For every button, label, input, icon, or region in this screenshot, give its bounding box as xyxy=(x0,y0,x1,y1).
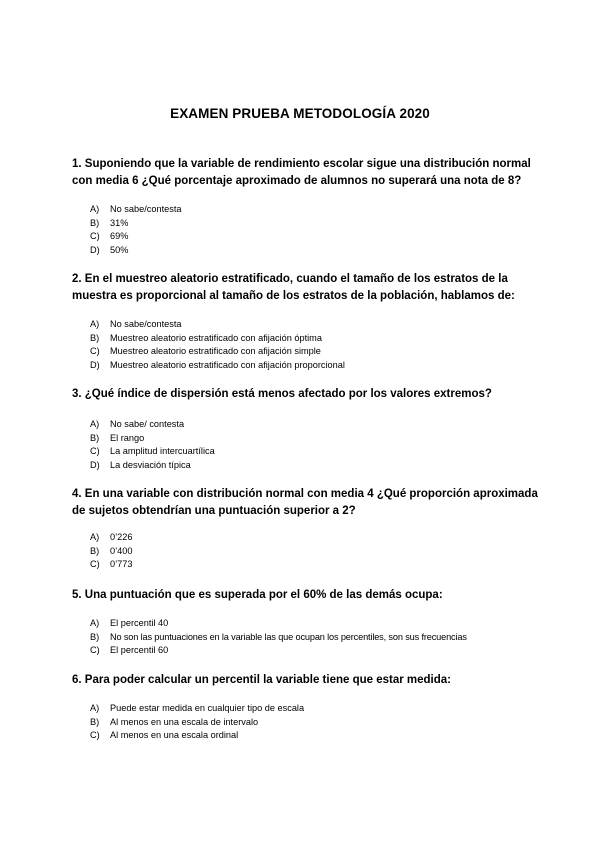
option-3a xyxy=(90,418,560,432)
question-2-text: 2. En el muestreo aleatorio estratificado, cuando el tamaño de los estratos de la muestra es proporcional al tamaño de los estratos de la población, hablamos de: xyxy=(72,273,515,302)
question-1-options xyxy=(90,203,560,257)
option-1b xyxy=(90,217,560,231)
option-5c xyxy=(90,644,560,658)
option-letter: C) xyxy=(90,346,100,357)
option-letter: C) xyxy=(90,645,100,656)
option-text: El percentil 60 xyxy=(110,645,169,656)
option-text: 0’773 xyxy=(110,559,133,570)
option-letter: B) xyxy=(90,432,100,443)
option-text: Al menos en una escala de intervalo xyxy=(110,716,259,727)
option-text: La amplitud intercuartílica xyxy=(110,446,215,457)
question-6-options xyxy=(90,702,560,743)
option-letter: A) xyxy=(90,703,100,713)
question-5-text: 5. Una puntuación que es superada por el 60% de las demás ocupa: xyxy=(72,589,443,601)
option-text: 0’226 xyxy=(110,532,133,542)
question-1-text: 1. Suponiendo que la variable de rendimiento escolar sigue una distribución normal con media 6 ¿Qué porcentaje aproximado de alumnos no superará una nota de 8? xyxy=(72,158,531,187)
option-letter: D) xyxy=(90,359,100,370)
option-3d xyxy=(90,459,560,473)
option-1d xyxy=(90,244,560,258)
option-letter: B) xyxy=(90,217,100,228)
option-text: Muestreo aleatorio estratificado con afijación simple xyxy=(110,346,321,357)
option-2d xyxy=(90,359,560,373)
option-text: No son las puntuaciones en la variable las que ocupan los percentiles, son sus frecuencias xyxy=(110,631,467,642)
question-5-options xyxy=(90,617,560,658)
option-2b xyxy=(90,332,560,346)
option-3c xyxy=(90,445,560,459)
option-4a xyxy=(90,531,560,545)
option-letter: C) xyxy=(90,730,100,741)
option-text: No sabe/ contesta xyxy=(110,419,185,429)
option-letter: C) xyxy=(90,559,100,570)
option-text: El rango xyxy=(110,432,145,443)
option-text: Muestreo aleatorio estratificado con afijación proporcional xyxy=(110,359,345,370)
option-letter: B) xyxy=(90,631,100,642)
question-4-options xyxy=(90,531,560,572)
option-2a xyxy=(90,318,560,332)
option-text: No sabe/contesta xyxy=(110,319,182,329)
option-5b xyxy=(90,631,560,645)
option-letter: A) xyxy=(90,532,100,542)
option-letter: B) xyxy=(90,545,100,556)
option-6c xyxy=(90,729,560,743)
option-text: No sabe/contesta xyxy=(110,204,182,214)
option-text: Al menos en una escala ordinal xyxy=(110,730,239,741)
option-text: 0’400 xyxy=(110,545,133,556)
question-2-options xyxy=(90,318,560,372)
question-6-text: 6. Para poder calcular un percentil la variable tiene que estar medida: xyxy=(72,674,452,686)
option-letter: C) xyxy=(90,446,100,457)
option-6b xyxy=(90,716,560,730)
question-3-options xyxy=(90,418,560,472)
option-letter: B) xyxy=(90,716,100,727)
option-text: Puede estar medida en cualquier tipo de escala xyxy=(110,703,305,713)
option-letter: C) xyxy=(90,231,100,242)
option-text: 31% xyxy=(110,217,129,228)
question-4-text: 4. En una variable con distribución normal con media 4 ¿Qué proporción aproximada de sujetos obtendrían una puntuación superior a 2? xyxy=(72,488,538,517)
question-3-text: 3. ¿Qué índice de dispersión está menos afectado por los valores extremos? xyxy=(72,388,492,400)
option-letter: A) xyxy=(90,419,100,429)
option-4b xyxy=(90,545,560,559)
option-letter: A) xyxy=(90,319,100,329)
option-text: El percentil 40 xyxy=(110,618,169,628)
option-1a xyxy=(90,203,560,217)
option-letter: A) xyxy=(90,204,100,214)
option-6a xyxy=(90,702,560,716)
option-2c xyxy=(90,345,560,359)
page-title: EXAMEN PRUEBA METODOLOGÍA 2020 xyxy=(170,106,430,121)
option-3b xyxy=(90,432,560,446)
option-text: 50% xyxy=(110,244,129,255)
option-letter: B) xyxy=(90,332,100,343)
option-text: La desviación típica xyxy=(110,459,191,470)
option-1c xyxy=(90,230,560,244)
option-4c xyxy=(90,558,560,572)
option-letter: D) xyxy=(90,244,100,255)
option-letter: A) xyxy=(90,618,100,628)
option-letter: D) xyxy=(90,459,100,470)
option-text: Muestreo aleatorio estratificado con afijación óptima xyxy=(110,332,322,343)
option-text: 69% xyxy=(110,231,129,242)
option-5a xyxy=(90,617,560,631)
